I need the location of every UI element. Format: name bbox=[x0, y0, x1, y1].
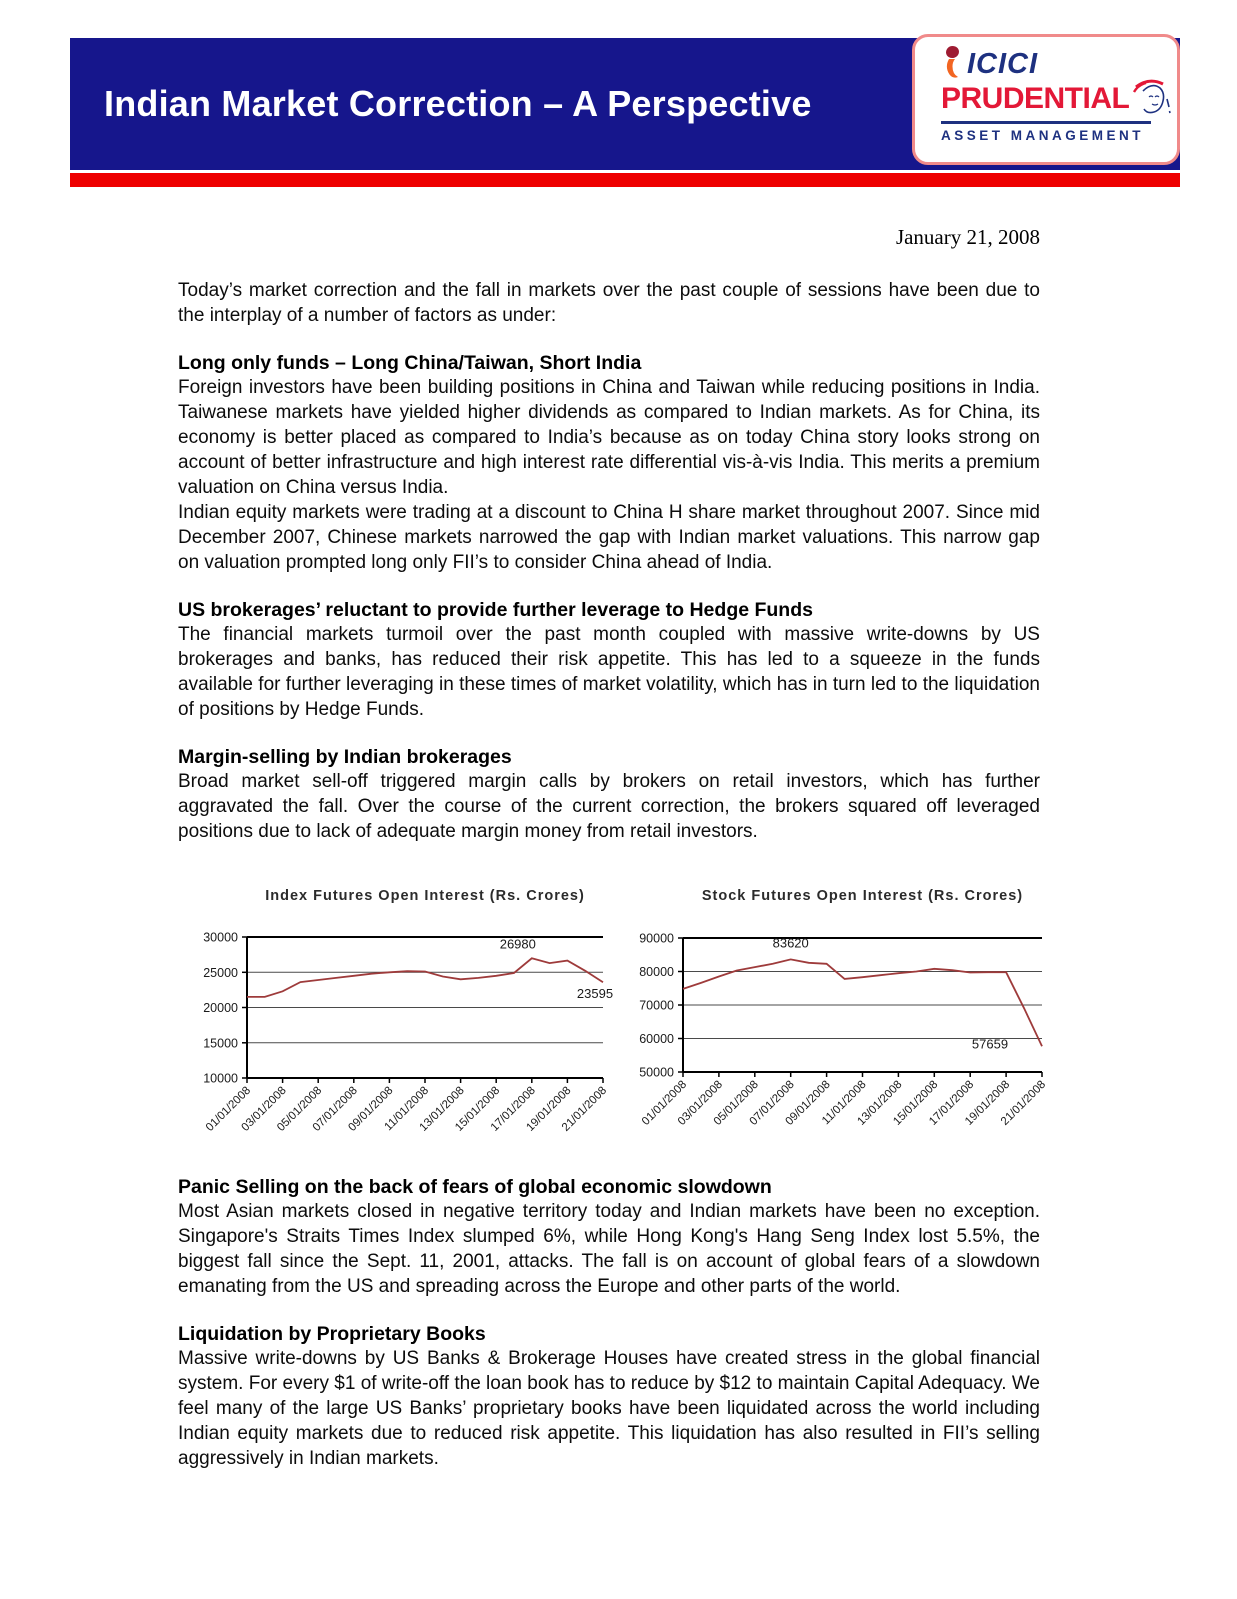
svg-text:13/01/2008: 13/01/2008 bbox=[855, 1078, 905, 1128]
svg-text:21/01/2008: 21/01/2008 bbox=[998, 1078, 1049, 1128]
stock-futures-open-interest-chart bbox=[630, 860, 1070, 1157]
svg-text:07/01/2008: 07/01/2008 bbox=[747, 1078, 797, 1128]
svg-text:17/01/2008: 17/01/2008 bbox=[488, 1084, 538, 1134]
section-paragraph: Foreign investors have been building positions in China and Taiwan while reducing positions in India. Taiwanese markets have yielded higher dividends as compared to Indian markets. As for China, its economy is better placed as compared to India’s because as on today China story looks strong on account of better infrastructure and high interest rate differential vis-à-vis India. This merits a premium valuation on China versus India. bbox=[178, 377, 1040, 498]
svg-text:13/01/2008: 13/01/2008 bbox=[417, 1084, 467, 1134]
svg-text:11/01/2008: 11/01/2008 bbox=[382, 1084, 432, 1134]
section-paragraph: Most Asian markets closed in negative territory today and Indian markets have been no exception. Singapore's Straits Times Index slumped 6%, while Hong Kong's Hang Seng Index lost 5.5%, the biggest fall since the Sept. 11, 2001, attacks. The fall is on account of global fears of a slowdown emanating from the US and spreading across the Europe and other parts of the world. bbox=[178, 1201, 1040, 1297]
svg-text:21/01/2008: 21/01/2008 bbox=[559, 1084, 610, 1134]
svg-text:19/01/2008: 19/01/2008 bbox=[963, 1078, 1013, 1128]
svg-text:05/01/2008: 05/01/2008 bbox=[275, 1084, 325, 1134]
title-band bbox=[70, 38, 1180, 170]
svg-text:83620: 83620 bbox=[772, 935, 809, 951]
svg-text:01/01/2008: 01/01/2008 bbox=[639, 1078, 690, 1128]
svg-text:20000: 20000 bbox=[203, 1001, 238, 1015]
icici-i-mark-icon bbox=[941, 45, 963, 83]
svg-text:07/01/2008: 07/01/2008 bbox=[310, 1084, 360, 1134]
icici-prudential-logo bbox=[912, 34, 1180, 165]
index-futures-open-interest-chart bbox=[175, 860, 625, 1157]
svg-text:10000: 10000 bbox=[203, 1071, 238, 1086]
logo-divider bbox=[941, 121, 1151, 124]
svg-text:Stock Futures Open Interest (R: Stock Futures Open Interest (Rs. Crores) bbox=[701, 888, 1024, 904]
svg-text:57659: 57659 bbox=[971, 1036, 1009, 1052]
page-title: Indian Market Correction – A Perspective bbox=[104, 83, 812, 124]
svg-text:60000: 60000 bbox=[639, 1032, 674, 1046]
logo-icici-text: ICICI bbox=[967, 47, 1039, 80]
section-paragraph: The financial markets turmoil over the past month coupled with massive write-downs by US brokerages and banks, has reduced their risk appetite. This has led to a squeeze in the funds available for further leveraging in these times of market volatility, which has in turn led to the liquidation of positions by Hedge Funds. bbox=[178, 624, 1040, 720]
svg-text:09/01/2008: 09/01/2008 bbox=[783, 1078, 833, 1128]
section-paragraph: Broad market sell-off triggered margin calls by brokers on retail investors, which has further aggravated the fall. Over the course of the current correction, the brokers squared off leveraged positions due to lack of adequate margin money from retail investors. bbox=[178, 771, 1040, 842]
section-heading-long-only-funds: Long only funds – Long China/Taiwan, Short India bbox=[178, 352, 642, 374]
svg-text:25000: 25000 bbox=[203, 965, 238, 980]
red-stripe bbox=[70, 173, 1180, 187]
section-paragraph: Indian equity markets were trading at a discount to China H share market throughout 2007. Since mid December 2007, Chinese markets narrowed the gap with Indian market valuations. This narrow gap on valuation prompted long only FII’s to consider China ahead of India. bbox=[178, 502, 1040, 573]
section-heading-margin-selling: Margin-selling by Indian brokerages bbox=[178, 746, 512, 768]
svg-text:15000: 15000 bbox=[203, 1036, 238, 1051]
svg-text:09/01/2008: 09/01/2008 bbox=[346, 1084, 396, 1134]
svg-text:11/01/2008: 11/01/2008 bbox=[820, 1078, 869, 1128]
svg-text:03/01/2008: 03/01/2008 bbox=[239, 1084, 289, 1134]
svg-text:70000: 70000 bbox=[639, 998, 674, 1013]
section-paragraph: Massive write-downs by US Banks & Brokerage Houses have created stress in the global financial system. For every $1 of write-off the loan book has to reduce by $12 to maintain Capital Adequacy. We feel many of the large US Banks’ proprietary books have been liquidated across the world including Indian equity markets due to reduced risk appetite. This liquidation has also resulted in FII’s selling aggressively in Indian markets. bbox=[178, 1348, 1040, 1469]
section-heading-us-brokerages: US brokerages’ reluctant to provide further leverage to Hedge Funds bbox=[178, 599, 813, 621]
logo-row-prudential bbox=[941, 79, 1167, 119]
svg-text:30000: 30000 bbox=[203, 930, 238, 945]
logo-prudential-text: PRUDENTIAL bbox=[941, 82, 1130, 115]
document-body bbox=[178, 225, 1049, 1471]
svg-text:19/01/2008: 19/01/2008 bbox=[524, 1084, 574, 1134]
svg-text:17/01/2008: 17/01/2008 bbox=[927, 1078, 977, 1128]
svg-text:90000: 90000 bbox=[639, 931, 674, 946]
date-line: January 21, 2008 bbox=[895, 225, 1040, 249]
masthead bbox=[0, 0, 1237, 187]
svg-text:15/01/2008: 15/01/2008 bbox=[453, 1084, 503, 1134]
intro-paragraph: Today’s market correction and the fall in markets over the past couple of sessions have been due to the interplay of a number of factors as under: bbox=[178, 280, 1040, 326]
svg-text:15/01/2008: 15/01/2008 bbox=[891, 1078, 941, 1128]
svg-text:26980: 26980 bbox=[499, 936, 536, 952]
logo-asset-management-text: ASSET MANAGEMENT bbox=[941, 128, 1145, 143]
svg-text:Index Futures Open Interest (R: Index Futures Open Interest (Rs. Crores) bbox=[265, 888, 585, 904]
svg-text:03/01/2008: 03/01/2008 bbox=[675, 1078, 726, 1128]
section-heading-liquidation: Liquidation by Proprietary Books bbox=[178, 1323, 486, 1345]
charts-row bbox=[175, 860, 1049, 1152]
section-heading-panic-selling: Panic Selling on the back of fears of global economic slowdown bbox=[178, 1176, 772, 1198]
svg-text:01/01/2008: 01/01/2008 bbox=[203, 1084, 254, 1134]
svg-text:05/01/2008: 05/01/2008 bbox=[711, 1078, 761, 1128]
svg-text:23595: 23595 bbox=[576, 986, 614, 1002]
svg-text:50000: 50000 bbox=[639, 1065, 674, 1080]
prudence-face-icon bbox=[1129, 75, 1173, 124]
svg-text:80000: 80000 bbox=[639, 965, 674, 979]
